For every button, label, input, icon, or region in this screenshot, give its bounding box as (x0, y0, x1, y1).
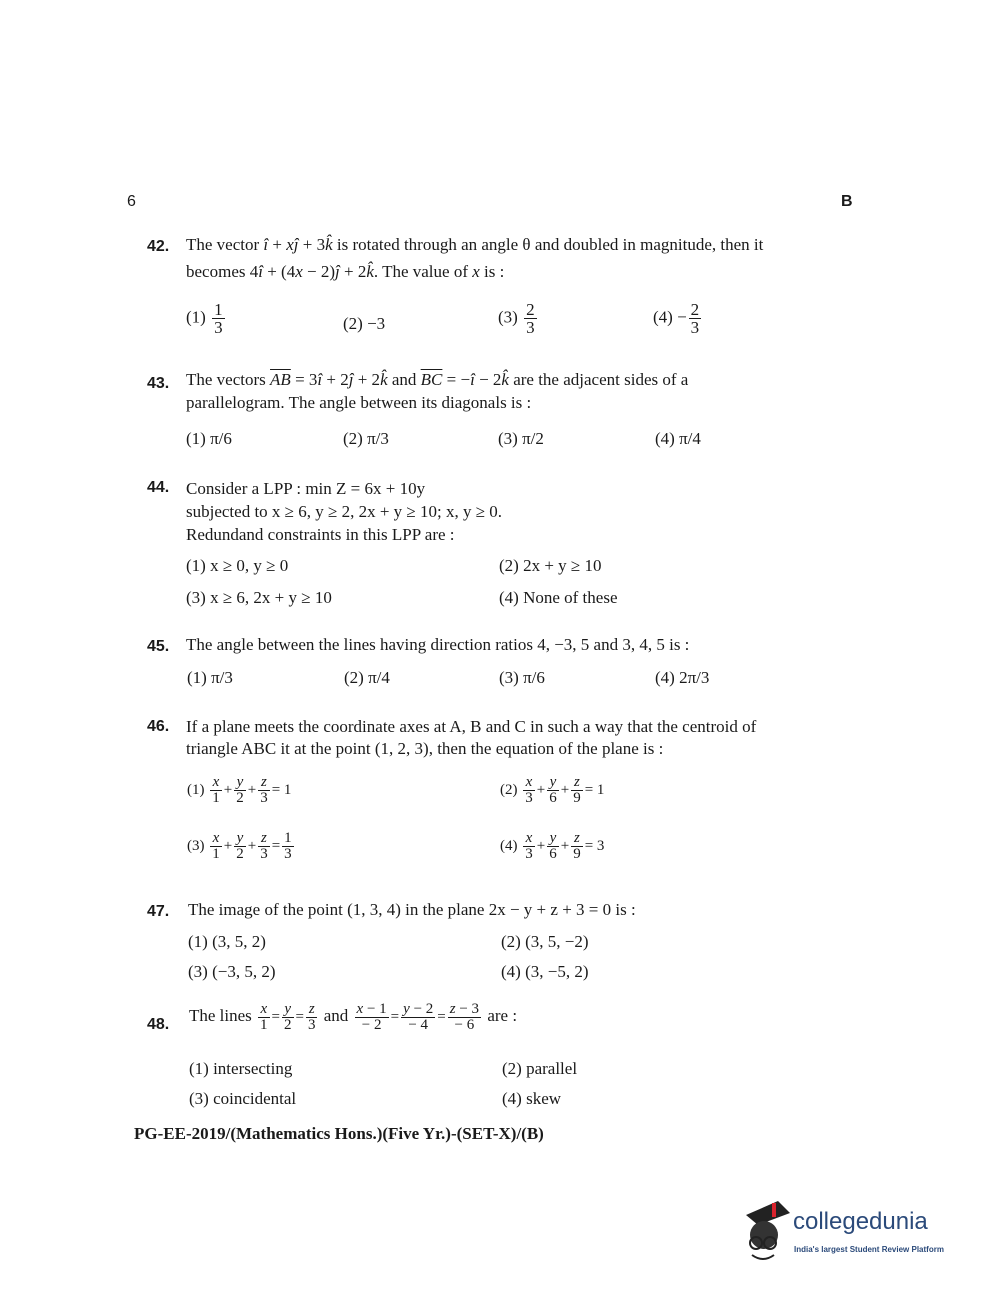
q44-option-2[interactable]: (2) 2x + y ≥ 10 (499, 556, 602, 575)
question-43-text: The vectors $\overline{AB}$ = 3î + 2ĵ + 2k̂ and $\overline{BC}$ = −î − 2k̂ are the adjacent sides of a parallelogram. The angle between its diagonals is : (186, 370, 689, 412)
q42-option-4[interactable]: (4) − $\frac{2}{3}$ (653, 300, 700, 337)
set-letter: B (841, 193, 853, 210)
question-number-46: 46. (147, 718, 170, 735)
q47-option-2[interactable]: (2) (3, 5, −2) (501, 932, 589, 951)
logo-tagline: India's largest Student Review Platform (794, 1245, 944, 1254)
question-48-text: The lines $\frac{x}{1}$ = $\frac{y}{2}$ = $\frac{z}{3}$ and $\frac{x - 1}{- 2}$ = $\frac{y - 2}{- 4}$ = $\frac{z - 3}{- 6}$ are : (189, 1001, 518, 1033)
mascot-icon (738, 1197, 798, 1267)
q43-option-4[interactable]: (4) π/4 (655, 429, 701, 448)
question-number-44: 44. (147, 479, 170, 496)
q47-option-4[interactable]: (4) (3, −5, 2) (501, 962, 589, 981)
q44-option-1[interactable]: (1) x ≥ 0, y ≥ 0 (186, 556, 289, 575)
q42-option-2[interactable]: (2) −3 (343, 314, 386, 333)
q43-option-2[interactable]: (2) π/3 (343, 429, 389, 448)
q45-option-1[interactable]: (1) π/3 (187, 668, 233, 687)
question-number-43: 43. (147, 375, 170, 392)
question-46-text: If a plane meets the coordinate axes at A, B and C in such a way that the centroid of triangle ABC it at the point (1, 2, 3), then the equation of the plane is : (186, 717, 757, 758)
q48-option-3[interactable]: (3) coincidental (189, 1089, 297, 1108)
q48-option-2[interactable]: (2) parallel (502, 1059, 578, 1078)
question-number-48: 48. (147, 1016, 170, 1033)
q46-option-2[interactable]: (2) $\frac{x}{3}$ + $\frac{y}{6}$ + $\frac{z}{9}$ = 1 (500, 774, 605, 806)
q48-option-1[interactable]: (1) intersecting (189, 1059, 293, 1078)
q46-option-3[interactable]: (3) $\frac{x}{1}$ + $\frac{y}{2}$ + $\frac{z}{3}$ = $\frac{1}{3}$ (187, 830, 292, 862)
logo-wordmark: collegedunia (793, 1208, 928, 1235)
q44-option-3[interactable]: (3) x ≥ 6, 2x + y ≥ 10 (186, 588, 332, 607)
question-45-text: The angle between the lines having direction ratios 4, −3, 5 and 3, 4, 5 is : (186, 635, 690, 654)
q46-option-4[interactable]: (4) $\frac{x}{3}$ + $\frac{y}{6}$ + $\frac{z}{9}$ = 3 (500, 830, 605, 862)
footer-exam-code: PG-EE-2019/(Mathematics Hons.)(Five Yr.)-(SET-X)/(B) (134, 1124, 544, 1143)
q45-option-3[interactable]: (3) π/6 (499, 668, 545, 687)
question-47-text: The image of the point (1, 3, 4) in the plane 2x − y + z + 3 = 0 is : (188, 900, 636, 919)
q47-option-3[interactable]: (3) (−3, 5, 2) (188, 962, 276, 981)
q42-option-1[interactable]: (1) $\frac{1}{3}$ (186, 300, 223, 337)
q45-option-4[interactable]: (4) 2π/3 (655, 668, 710, 687)
question-number-47: 47. (147, 903, 170, 920)
q43-option-3[interactable]: (3) π/2 (498, 429, 544, 448)
q43-option-1[interactable]: (1) π/6 (186, 429, 232, 448)
q48-option-4[interactable]: (4) skew (502, 1089, 562, 1108)
q46-option-1[interactable]: (1) $\frac{x}{1}$ + $\frac{y}{2}$ + $\frac{z}{3}$ = 1 (187, 774, 292, 806)
q42-option-3[interactable]: (3) $\frac{2}{3}$ (498, 300, 535, 337)
question-42-text: The vector î + xĵ + 3k̂ is rotated through an angle θ and doubled in magnitude, then it becomes 4î + (4x − 2)ĵ + 2k̂. The value of x is : (186, 235, 764, 281)
q47-option-1[interactable]: (1) (3, 5, 2) (188, 932, 266, 951)
question-number-45: 45. (147, 638, 170, 655)
q44-option-4[interactable]: (4) None of these (499, 588, 618, 607)
question-44-text: Consider a LPP : min Z = 6x + 10y subjected to x ≥ 6, y ≥ 2, 2x + y ≥ 10; x, y ≥ 0. Redundand constraints in this LPP are : (186, 479, 503, 544)
question-number-42: 42. (147, 238, 170, 255)
page-number: 6 (127, 193, 136, 210)
q45-option-2[interactable]: (2) π/4 (344, 668, 390, 687)
